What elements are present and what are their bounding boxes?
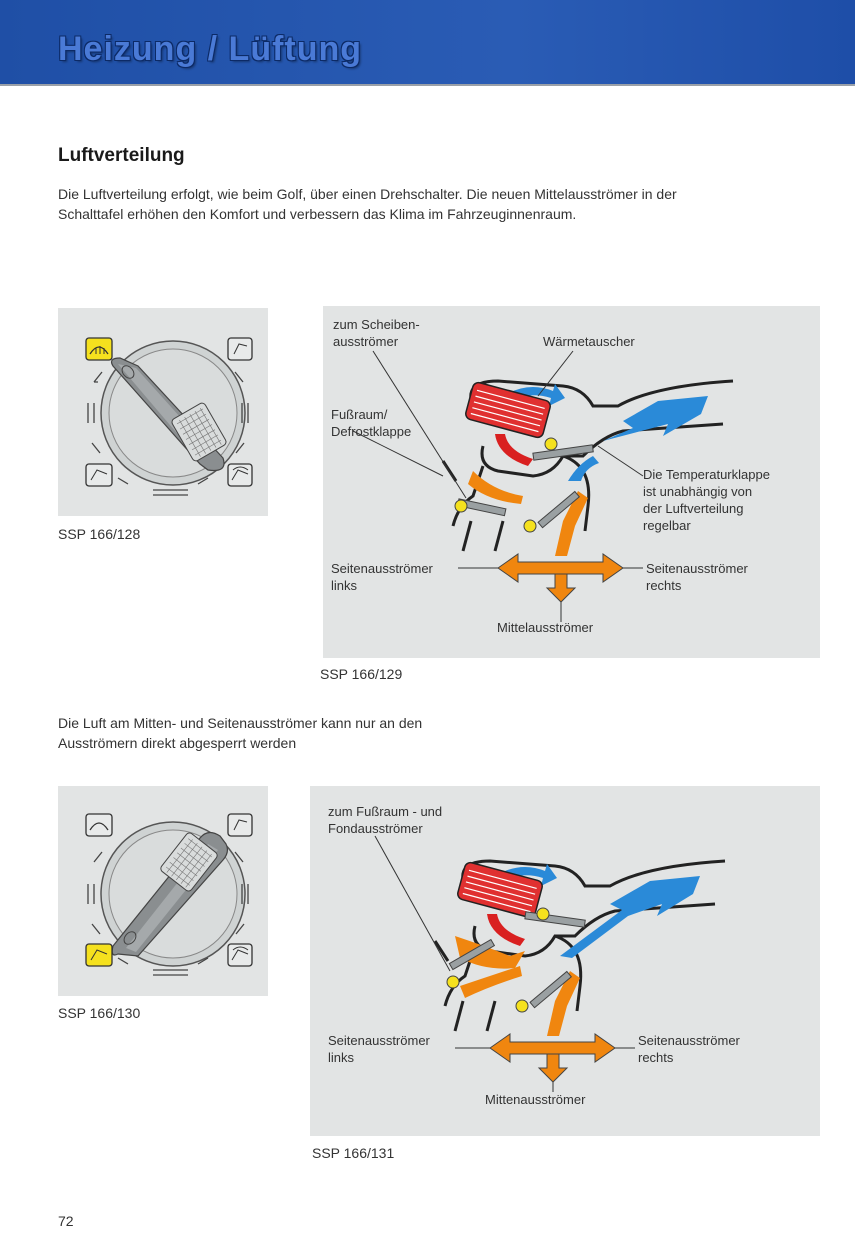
knob-panel-2 [58, 786, 268, 996]
label-mittelausstroemer: Mittelausströmer [497, 620, 594, 635]
figure-caption-129: SSP 166/129 [320, 666, 403, 682]
label-fussraum-fondausstroemer: zum Fußraum - und Fondausströmer [328, 804, 443, 836]
figure-caption-131: SSP 166/131 [312, 1145, 395, 1161]
middle-text-line-1: Die Luft am Mitten- und Seitenausströmer kann nur an den [58, 715, 423, 731]
intro-line-2: Schalttafel erhöhen den Komfort und verbessern das Klima im Fahrzeuginnenraum. [58, 206, 577, 222]
page-title: Heizung / Lüftung [58, 30, 363, 68]
foot-defrost-icon [228, 944, 252, 966]
label-scheibenausstroemer: zum Scheiben- ausströmer [333, 317, 420, 349]
label-fussraum-defrostklappe: Fußraum/ Defrostklappe [331, 407, 412, 439]
label-waermetauscher: Wärmetauscher [543, 334, 635, 349]
airflow-diagram-1 [323, 306, 820, 658]
section-heading: Luftverteilung [58, 145, 185, 166]
label-seitenausstroemer-links: Seitenausströmer links [331, 561, 433, 593]
vent-face-icon [228, 338, 252, 360]
defrost-icon [86, 338, 112, 360]
label-seitenausstroemer-links-2: Seitenausströmer links [328, 1033, 430, 1065]
label-seitenausstroemer-rechts-2: Seitenausströmer rechts [638, 1033, 740, 1065]
defrost-icon [86, 814, 112, 836]
header-divider [0, 84, 855, 86]
footwell-icon [86, 944, 112, 966]
page-number: 72 [58, 1213, 74, 1229]
middle-text-line-2: Ausströmern direkt abgesperrt werden [58, 735, 297, 751]
airflow-schematic-2 [310, 786, 820, 1136]
rotary-knob-icon [58, 786, 268, 996]
label-temperaturklappe: Die Temperaturklappe ist unabhängig von der Luftverteilung regelbar [643, 467, 770, 533]
airflow-diagram-2 [310, 786, 820, 1136]
vent-face-icon [228, 814, 252, 836]
foot-defrost-icon [228, 464, 252, 486]
figure-caption-128: SSP 166/128 [58, 526, 141, 542]
intro-line-1: Die Luftverteilung erfolgt, wie beim Golf, über einen Drehschalter. Die neuen Mittelausströmer in der [58, 186, 677, 202]
label-mittenausstroemer: Mittenausströmer [485, 1092, 586, 1107]
footwell-icon [86, 464, 112, 486]
figure-caption-130: SSP 166/130 [58, 1005, 141, 1021]
rotary-knob-icon [58, 308, 268, 516]
knob-panel-1 [58, 308, 268, 516]
page-header [0, 0, 855, 84]
label-seitenausstroemer-rechts: Seitenausströmer rechts [646, 561, 748, 593]
